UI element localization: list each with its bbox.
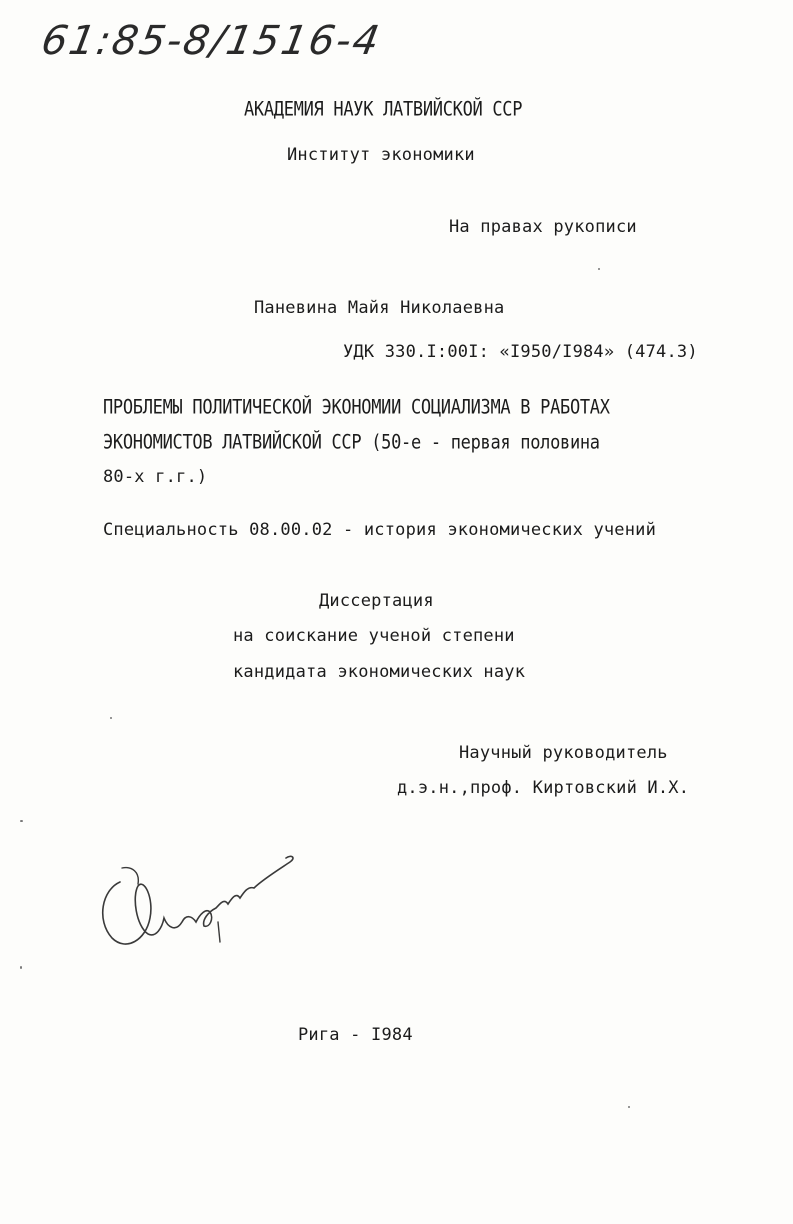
institute-name: Институт экономики bbox=[287, 145, 475, 165]
paper-speck bbox=[20, 966, 22, 969]
paper-speck bbox=[598, 268, 600, 270]
degree-line-1: Диссертация bbox=[319, 591, 434, 611]
supervisor-name: д.э.н.,проф. Киртовский И.Х. bbox=[397, 778, 690, 798]
place-and-year: Рига - I984 bbox=[298, 1025, 413, 1045]
catalog-number-handwritten: 61:85-8/1516-4 bbox=[37, 18, 385, 64]
paper-speck bbox=[628, 1106, 630, 1108]
academy-name: АКАДЕМИЯ НАУК ЛАТВИЙСКОЙ ССР bbox=[244, 98, 523, 121]
paper-speck bbox=[20, 820, 23, 822]
title-line-1: ПРОБЛЕМЫ ПОЛИТИЧЕСКОЙ ЭКОНОМИИ СОЦИАЛИЗМА В РАБОТАХ bbox=[103, 396, 610, 419]
udc-code: УДК 330.I:00I: «I950/I984» (474.3) bbox=[343, 342, 698, 362]
supervisor-label: Научный руководитель bbox=[459, 743, 668, 763]
paper-speck bbox=[110, 717, 112, 719]
degree-line-2: на соискание ученой степени bbox=[233, 626, 515, 646]
title-line-2: ЭКОНОМИСТОВ ЛАТВИЙСКОЙ ССР (50-е - первая половина bbox=[103, 431, 600, 454]
signature bbox=[92, 848, 302, 958]
specialty: Специальность 08.00.02 - история экономических учений bbox=[103, 520, 657, 540]
author-name: Паневина Майя Николаевна bbox=[254, 298, 505, 318]
manuscript-note: На правах рукописи bbox=[449, 217, 637, 237]
degree-line-3: кандидата экономических наук bbox=[233, 662, 526, 682]
title-line-3: 80-х г.г.) bbox=[103, 467, 208, 487]
